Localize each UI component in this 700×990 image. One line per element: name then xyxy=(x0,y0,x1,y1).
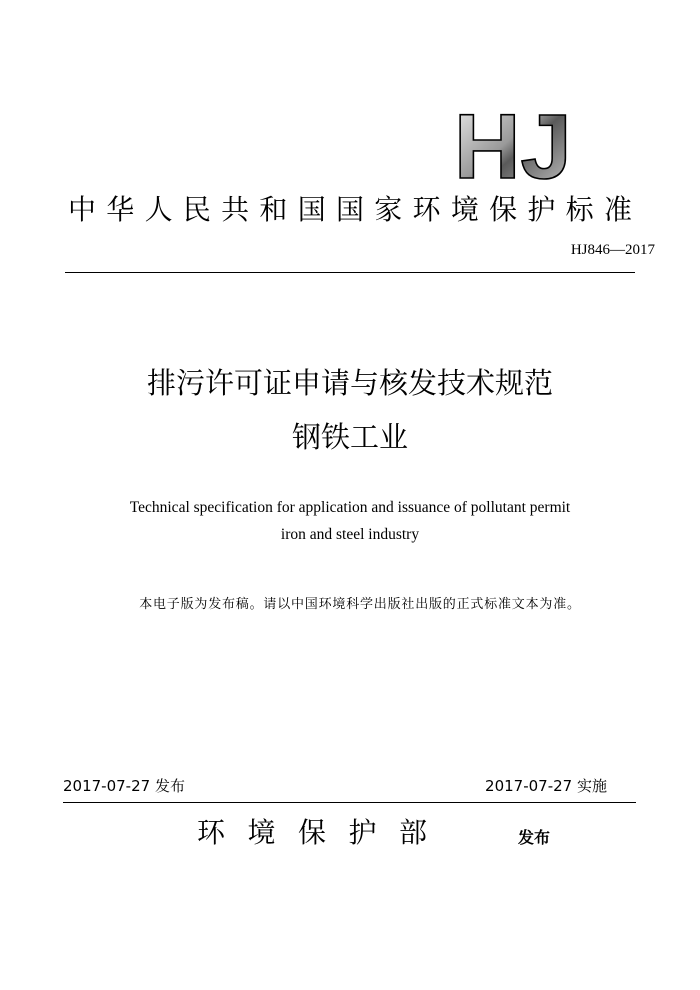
spread-char: 环 xyxy=(412,193,441,226)
issuing-authority xyxy=(197,815,427,851)
hj-logo xyxy=(450,104,580,184)
issue-label: 发布 xyxy=(518,828,551,847)
spread-char: 华 xyxy=(106,193,135,226)
spread-char: 境 xyxy=(450,193,479,226)
electronic-version-notice: 本电子版为发布稿。请以中国环境科学出版社出版的正式标准文本为准。 xyxy=(139,597,581,612)
spread-char: 境 xyxy=(247,816,276,849)
header-divider xyxy=(65,272,635,273)
spread-char: 国 xyxy=(335,193,364,226)
title-en-sub: iron and steel industry xyxy=(280,526,420,543)
footer-divider xyxy=(63,802,636,803)
issue-date: 2017-07-27 发布 xyxy=(63,777,185,795)
spread-char: 护 xyxy=(348,816,377,849)
spread-char: 准 xyxy=(603,193,632,226)
spread-char: 共 xyxy=(221,193,250,226)
spread-char: 国 xyxy=(297,193,326,226)
spread-char: 中 xyxy=(68,193,97,226)
spread-char: 民 xyxy=(182,193,211,226)
spread-char: 保 xyxy=(489,193,518,226)
spread-char: 保 xyxy=(297,816,326,849)
title-en-main: Technical specification for application and issuance of pollutant permit xyxy=(129,499,571,516)
title-zh-sub: 钢铁工业 xyxy=(291,420,408,454)
spread-char: 部 xyxy=(398,816,427,849)
spread-char: 护 xyxy=(527,193,556,226)
national-standard-band xyxy=(68,192,632,228)
implementation-date: 2017-07-27 实施 xyxy=(485,777,607,795)
spread-char: 和 xyxy=(259,193,288,226)
title-zh-main: 排污许可证申请与核发技术规范 xyxy=(146,366,553,400)
spread-char: 人 xyxy=(144,193,173,226)
standard-number: HJ846—2017 xyxy=(570,242,655,258)
spread-char: 标 xyxy=(565,193,594,226)
spread-char: 环 xyxy=(197,816,226,849)
spread-char: 家 xyxy=(374,193,403,226)
hj-logo-text: HJ xyxy=(454,104,572,184)
